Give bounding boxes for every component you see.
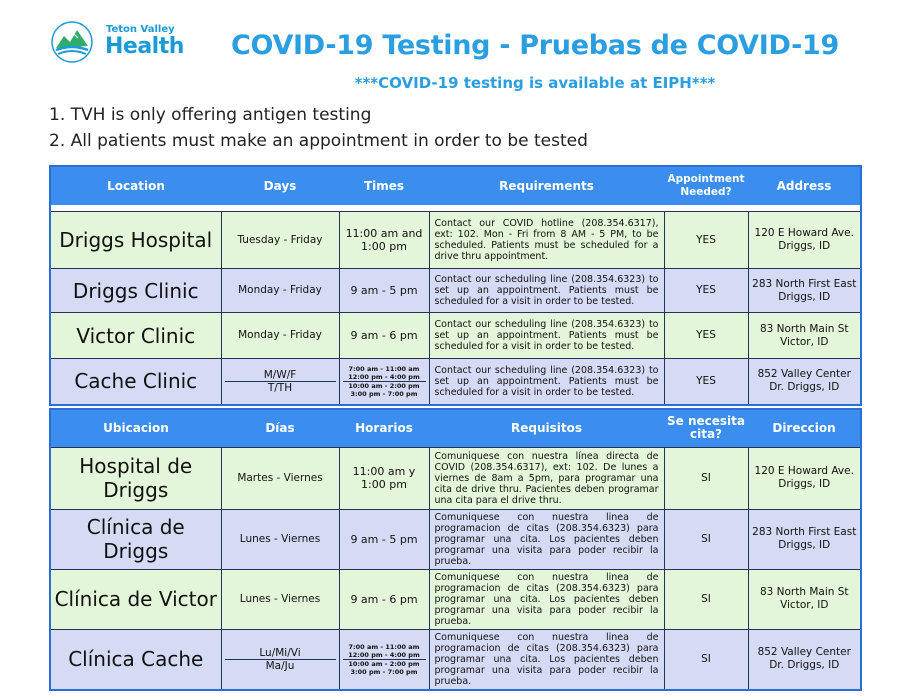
days-cell: Lunes - Viernes [221, 569, 339, 629]
requirements-cell: Contact our scheduling line (208.354.6323) to set up an appointment. Patients must be scheduled for a visit in order to be tested. [429, 359, 664, 405]
header-requirements: Requirements [429, 166, 664, 205]
requirements-cell: Comuniquese con nuestra línea directa de COVID (208.354.6317), ext: 102. De lunes a viernes de 8am a 5pm, para programar una cita de drive thru. Pacientes deben programar una cita para el drive thru. [429, 447, 664, 509]
location-cell: Clínica Cache [50, 629, 221, 690]
address-line2: Driggs, ID [778, 290, 831, 303]
address-line1: 83 North Main St [759, 322, 849, 335]
note-antigen: 1. TVH is only offering antigen testing [49, 105, 372, 125]
requirements-cell: Comuniquese con nuestra linea de programacion de citas (208.354.6323) para programar una cita. Los pacientes deben programar una visita para poder recibir la prueba. [429, 569, 664, 629]
times-cell: 9 am - 5 pm [339, 269, 429, 313]
table-row [50, 269, 861, 313]
table-header-row [50, 409, 861, 447]
address-line1: 283 North First East [752, 277, 857, 290]
times-cell: 9 am - 6 pm [339, 569, 429, 629]
address-line1: 120 E Howard Ave. [754, 465, 854, 477]
location-cell: Clínica de Victor [50, 569, 221, 629]
days-cell: Monday - Friday [221, 313, 339, 359]
address-cell [748, 629, 861, 690]
header-times: Times [339, 166, 429, 205]
times-line: 10:00 am - 2:00 pm [343, 659, 426, 668]
location-cell: Driggs Hospital [50, 212, 221, 269]
table-row [50, 509, 861, 569]
appointment-cell: YES [664, 359, 748, 405]
days-cell: Monday - Friday [221, 269, 339, 313]
location-cell: Driggs Clinic [50, 269, 221, 313]
address-line1: 120 E Howard Ave. [754, 227, 854, 239]
table-row [50, 313, 861, 359]
address-line1: 283 North First East [752, 526, 857, 538]
times-cell: 11:00 am and 1:00 pm [339, 212, 429, 269]
days-line1: M/W/F [263, 368, 297, 381]
spanish-schedule-table [49, 408, 862, 691]
header-appointment: Appointment Needed? [664, 166, 748, 205]
header-times: Horarios [339, 409, 429, 447]
location-cell: Victor Clinic [50, 313, 221, 359]
header-appointment: Se necesita cita? [664, 409, 748, 447]
page-subtitle: ***COVID-19 testing is available at EIPH*** [354, 74, 716, 92]
address-cell [748, 569, 861, 629]
table-row [50, 447, 861, 509]
times-line: 12:00 pm - 4:00 pm [348, 372, 420, 381]
times-cell: 9 am - 5 pm [339, 509, 429, 569]
times-cell: 9 am - 6 pm [339, 313, 429, 359]
header-location: Location [50, 166, 221, 205]
address-cell [748, 313, 861, 359]
address-line1: 852 Valley Center [757, 646, 851, 658]
location-cell: Clínica de Driggs [50, 509, 221, 569]
times-line: 3:00 pm - 7:00 pm [350, 389, 418, 398]
requirements-cell: Comuniquese con nuestra linea de programacion de citas (208.354.6323) para programar una cita. Los pacientes deben programar una visita para poder recibir la prueba. [429, 629, 664, 690]
times-cell: 11:00 am y 1:00 pm [339, 447, 429, 509]
address-cell [748, 269, 861, 313]
days-cell [221, 629, 339, 690]
english-schedule-table [49, 165, 862, 406]
address-line2: Victor, ID [780, 599, 829, 611]
appointment-cell: SI [664, 509, 748, 569]
address-cell [748, 359, 861, 405]
note-appointment: 2. All patients must make an appointment in order to be tested [49, 131, 588, 151]
days-line2: T/TH [225, 381, 336, 394]
appointment-cell: YES [664, 313, 748, 359]
mountain-logo-icon [50, 20, 100, 64]
address-line2: Dr. Driggs, ID [769, 659, 840, 671]
address-cell [748, 212, 861, 269]
appointment-cell: YES [664, 269, 748, 313]
times-line: 10:00 am - 2:00 pm [343, 381, 426, 390]
appointment-cell: SI [664, 569, 748, 629]
page-title: COVID-19 Testing - Pruebas de COVID-19 [231, 30, 839, 61]
address-cell [748, 509, 861, 569]
address-cell [748, 447, 861, 509]
days-cell: Martes - Viernes [221, 447, 339, 509]
times-line: 7:00 am - 11:00 am [348, 364, 420, 373]
days-cell: Lunes - Viernes [221, 509, 339, 569]
table-row [50, 212, 861, 269]
header-location: Ubicacion [50, 409, 221, 447]
header-days: Días [221, 409, 339, 447]
address-line1: 83 North Main St [759, 586, 849, 598]
requirements-cell: Contact our scheduling line (208.354.6323) to set up an appointment. Patients must be scheduled for a visit in order to be tested. [429, 313, 664, 359]
appointment-cell: YES [664, 212, 748, 269]
logo-text-top: Teton Valley [106, 24, 175, 35]
header-requirements: Requisitos [429, 409, 664, 447]
times-line: 3:00 pm - 7:00 pm [350, 667, 418, 676]
times-cell [339, 359, 429, 405]
appointment-cell: SI [664, 629, 748, 690]
times-line: 7:00 am - 11:00 am [348, 642, 420, 651]
header-days: Days [221, 166, 339, 205]
table-header-row [50, 166, 861, 205]
address-line2: Dr. Driggs, ID [769, 381, 840, 394]
times-line: 12:00 pm - 4:00 pm [348, 650, 420, 659]
appointment-cell: SI [664, 447, 748, 509]
times-cell [339, 629, 429, 690]
days-line2: Ma/Ju [225, 659, 336, 672]
location-cell: Cache Clinic [50, 359, 221, 405]
days-line1: Lu/Mi/Vi [259, 646, 301, 659]
header-address: Direccion [748, 409, 861, 447]
address-line2: Driggs, ID [778, 478, 831, 490]
table-row [50, 629, 861, 690]
days-cell: Tuesday - Friday [221, 212, 339, 269]
table-row [50, 359, 861, 405]
requirements-cell: Comuniquese con nuestra linea de programacion de citas (208.354.6323) para programar una cita. Los pacientes deben programar una visita para poder recibir la prueba. [429, 509, 664, 569]
logo [50, 20, 184, 70]
logo-text-main: Health [105, 34, 184, 59]
requirements-cell: Contact our scheduling line (208.354.6323) to set up an appointment. Patients must be scheduled for a visit in order to be tested. [429, 269, 664, 313]
address-line2: Driggs, ID [778, 240, 831, 252]
address-line2: Victor, ID [780, 335, 829, 348]
address-line1: 852 Valley Center [757, 368, 851, 381]
requirements-cell: Contact our COVID hotline (208.354.6317), ext: 102. Mon - Fri from 8 AM - 5 PM, to be scheduled. Patients must be scheduled for a drive thru appointment. [429, 212, 664, 269]
days-cell [221, 359, 339, 405]
location-cell: Hospital de Driggs [50, 447, 221, 509]
address-line2: Driggs, ID [778, 539, 831, 551]
header-address: Address [748, 166, 861, 205]
table-row [50, 569, 861, 629]
